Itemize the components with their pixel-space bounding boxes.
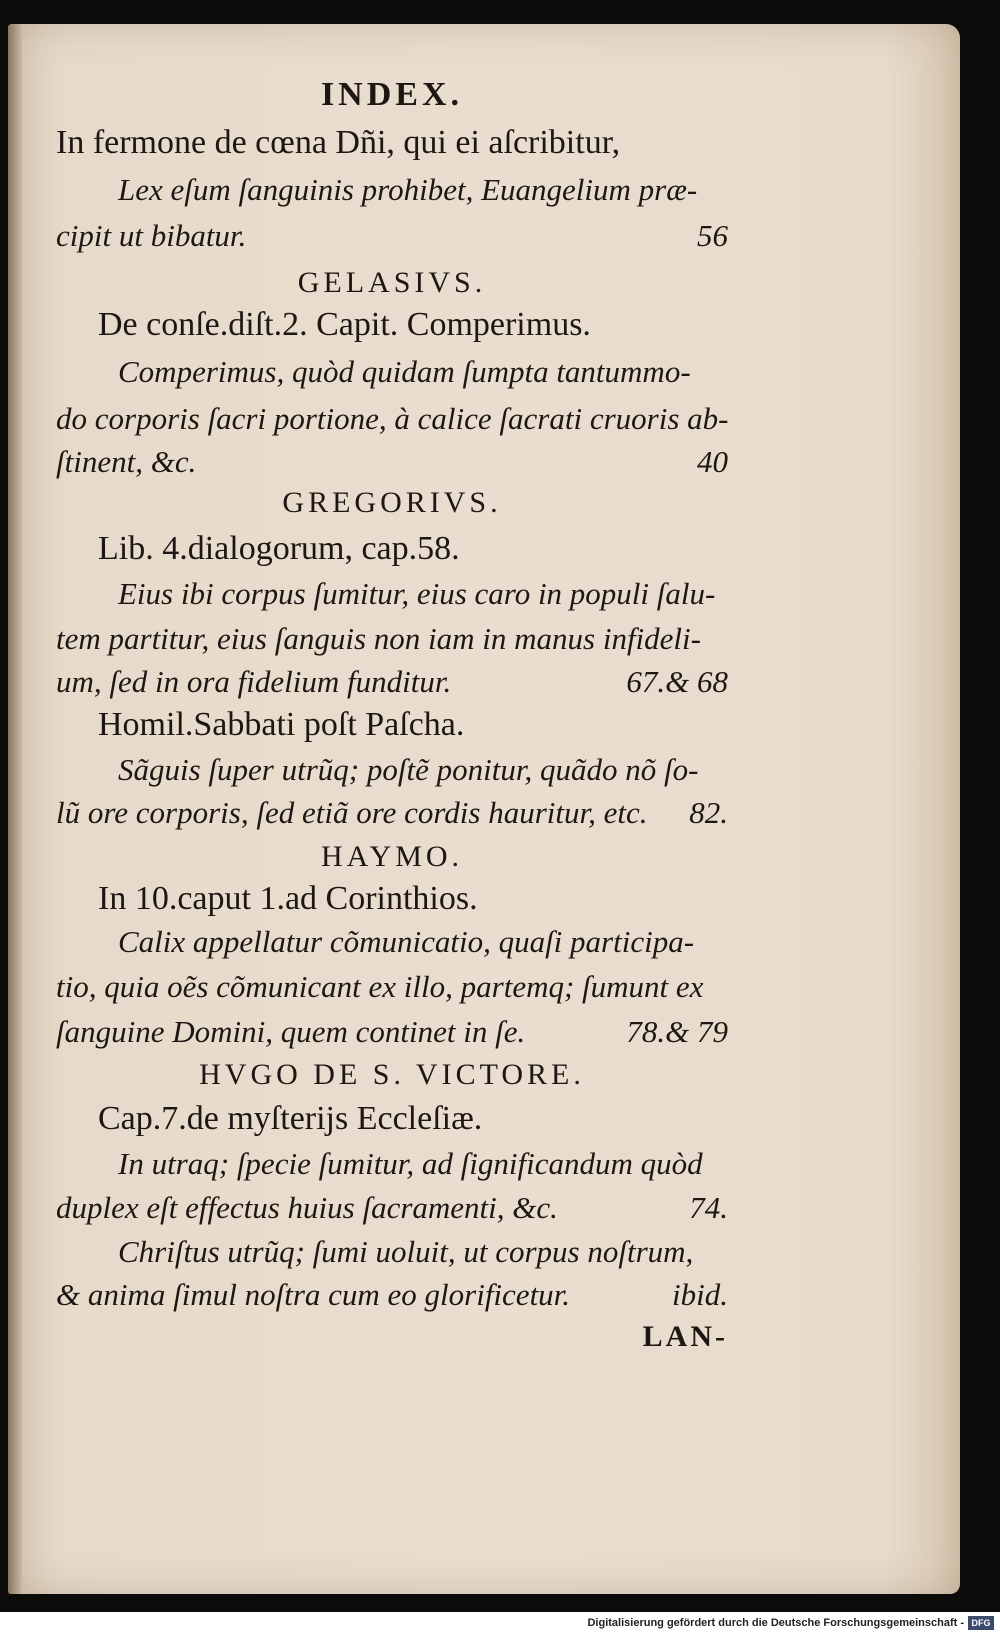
- line-text: Sãguis ſuper utrũq; poſtẽ ponitur, quãdo nõ ſo-: [118, 752, 699, 787]
- book-page: [8, 24, 960, 1594]
- section-heading: [56, 1058, 728, 1092]
- line-text: ſtinent, &c.: [56, 444, 197, 479]
- line-text: Lib. 4.dialogorum, cap.58.: [98, 530, 460, 567]
- section-heading: [56, 840, 728, 874]
- quote-line: [56, 1190, 728, 1226]
- line-text: cipit ut bibatur.: [56, 218, 247, 253]
- line-text: & anima ſimul noſtra cum eo glorificetur.: [56, 1277, 571, 1312]
- line-text: lũ ore corporis, ſed etiã ore cordis hauritur, etc.: [56, 795, 648, 830]
- quote-line: [56, 1277, 728, 1313]
- catchword: LAN-: [642, 1320, 728, 1353]
- line-text: In utraq; ſpecie ſumitur, ad ſignificandum quòd: [118, 1146, 703, 1181]
- entry-title: [98, 706, 728, 744]
- entry-title: [98, 880, 728, 918]
- quote-line: [56, 444, 728, 480]
- line-text: In fermone de cœna Dñi, qui ei aſcribitur,: [56, 124, 621, 161]
- quote-line: [56, 218, 728, 254]
- entry-title: [98, 1100, 728, 1138]
- section-heading: [56, 266, 728, 300]
- line-text: tio, quia oẽs cõmunicant ex illo, partemq; ſumunt ex: [56, 969, 704, 1004]
- entry-title: [56, 124, 728, 162]
- page-reference: 78.& 79: [626, 1014, 728, 1049]
- footer-credit: Digitalisierung gefördert durch die Deutsche Forschungsgemeinschaft -: [587, 1617, 964, 1629]
- quote-line: [56, 1014, 728, 1050]
- running-head: INDEX.: [320, 76, 464, 113]
- line-text: tem partitur, eius ſanguis non iam in manus infideli-: [56, 621, 701, 656]
- quote-line: [56, 969, 728, 1005]
- line-text: Lex eſum ſanguinis prohibet, Euangelium præ-: [118, 172, 698, 207]
- page-reference: 82.: [689, 795, 728, 830]
- page-reference: 56: [697, 218, 728, 253]
- quote-line: [118, 576, 728, 612]
- quote-line: [56, 795, 728, 831]
- line-text: GREGORIVS.: [282, 486, 502, 519]
- line-text: do corporis ſacri portione, à calice ſacrati cruoris ab-: [56, 401, 729, 436]
- page-reference: 74.: [689, 1190, 728, 1225]
- quote-line: [118, 1234, 728, 1270]
- quote-line: [118, 354, 728, 390]
- line-text: um, ſed in ora fidelium funditur.: [56, 664, 452, 699]
- dfg-logo: DFG: [968, 1616, 994, 1630]
- entry-title: [98, 530, 728, 568]
- quote-line: [118, 1146, 728, 1182]
- line-text: In 10.caput 1.ad Corinthios.: [98, 880, 478, 917]
- quote-line: [118, 752, 728, 788]
- entry-title: [98, 306, 728, 344]
- quote-line: [56, 621, 728, 657]
- quote-line: [118, 924, 728, 960]
- line-text: De conſe.diſt.2. Capit. Comperimus.: [98, 306, 591, 343]
- line-text: Chriſtus utrũq; ſumi uoluit, ut corpus noſtrum,: [118, 1234, 694, 1269]
- quote-line: [118, 172, 728, 208]
- line-text: GELASIVS.: [297, 266, 487, 299]
- line-text: duplex eſt effectus huius ſacramenti, &c.: [56, 1190, 558, 1225]
- quote-line: [56, 664, 728, 700]
- page-reference: ibid.: [672, 1277, 728, 1312]
- page-reference: 40: [697, 444, 728, 479]
- line-text: Homil.Sabbati poſt Paſcha.: [98, 706, 465, 743]
- line-text: ſanguine Domini, quem continet in ſe.: [56, 1014, 526, 1049]
- line-text: Calix appellatur cõmunicatio, quaſi participa-: [118, 924, 695, 959]
- quote-line: [56, 401, 728, 437]
- line-text: HAYMO.: [320, 840, 464, 873]
- page-reference: 67.& 68: [626, 664, 728, 699]
- line-text: Comperimus, quòd quidam ſumpta tantummo-: [118, 354, 691, 389]
- line-text: Cap.7.de myſterijs Eccleſiæ.: [98, 1100, 483, 1137]
- line-text: Eius ibi corpus ſumitur, eius caro in populi ſalu-: [118, 576, 716, 611]
- digitization-footer: [0, 1612, 1000, 1636]
- section-heading: [56, 486, 728, 520]
- page-text: [8, 24, 960, 1594]
- line-text: HVGO DE S. VICTORE.: [199, 1058, 585, 1091]
